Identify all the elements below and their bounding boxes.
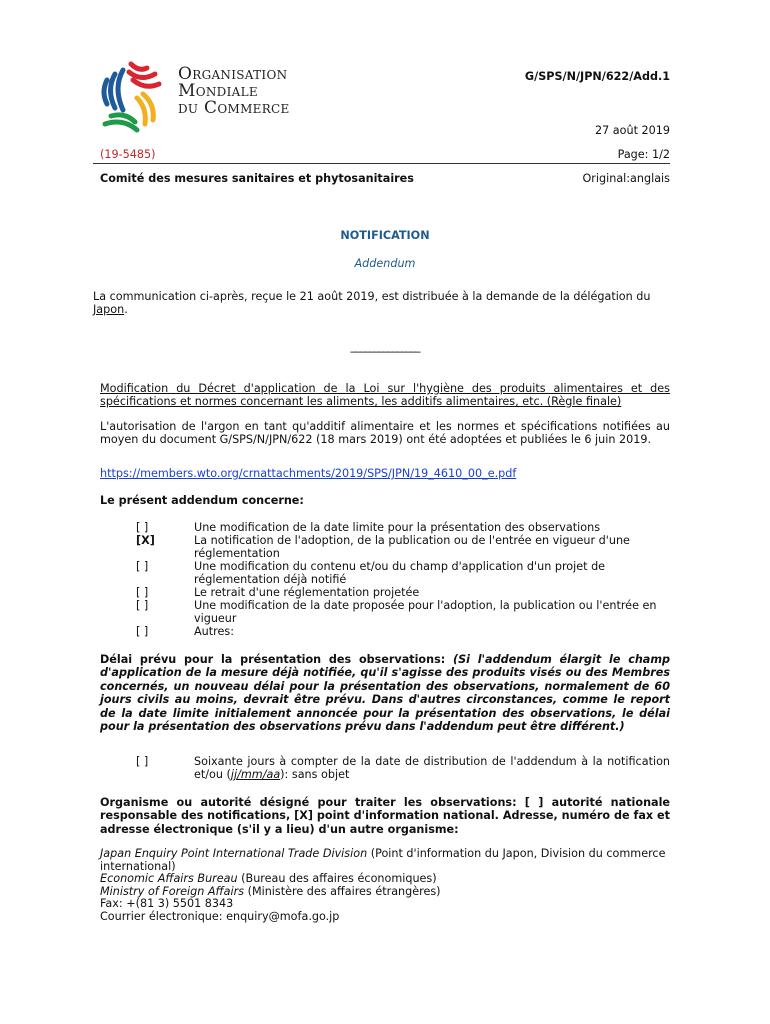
page-number: Page: 1/2 <box>617 148 670 161</box>
committee-name: Comité des mesures sanitaires et phytosanitaires <box>100 172 414 185</box>
sixty-text-a: Soixante jours à compter de la date de distribution de l'addendum à la notification et/ou ( <box>194 755 670 781</box>
contact-email: Courrier électronique: enquiry@mofa.go.jp <box>100 909 340 923</box>
intro-paragraph <box>93 290 678 316</box>
header-rule <box>93 163 670 164</box>
option-checkbox: [ ] <box>136 560 149 573</box>
option-checkbox: [X] <box>136 534 155 547</box>
contact-ministry-translation: (Ministère des affaires étrangères) <box>244 884 441 898</box>
delay-note: (Si l'addendum élargit le champ d'application de la mesure déjà notifiée, qu'il s'agisse des produits visés ou des Membres concernés, un nouveau délai pour la présentation des observations, normalement de 60 jours civils au moins, devrait être prévu. Dans d'autres circonstances, comme le report de la date limite initialement annoncée pour la présentation des observations, le délai pour la présentation des observations prévu dans l'addendum peut être différent.) <box>100 653 671 734</box>
intro-suffix: . <box>124 303 128 316</box>
option-checkbox: [ ] <box>136 625 149 638</box>
document-date: 27 août 2019 <box>595 124 670 137</box>
options-list <box>100 521 670 641</box>
option-text: Une modification du contenu et/ou du champ d'application d'un projet de réglementation déjà notifié <box>194 560 606 586</box>
intro-text: La communication ci-après, reçue le 21 août 2019, est distribuée à la demande de la délégation du <box>93 290 651 303</box>
option-text <box>194 755 670 781</box>
document-symbol: G/SPS/N/JPN/622/Add.1 <box>524 70 670 83</box>
addendum-subheading: Addendum <box>354 257 416 270</box>
org-line-1: Organisation <box>178 64 288 84</box>
option-checkbox: [ ] <box>136 521 149 534</box>
organisation-name <box>178 66 290 117</box>
contact-block <box>100 848 670 924</box>
option-text: Une modification de la date limite pour la présentation des observations <box>194 521 601 534</box>
measure-title: Modification du Décret d'application de la Loi sur l'hygiène des produits alimentaires et des spécifications et normes concernant les aliments, les additifs alimentaires, etc. (Règle finale) <box>100 382 670 408</box>
original-language: Original:anglais <box>582 172 670 185</box>
contact-org-line <box>100 848 670 873</box>
option-text: La notification de l'adoption, de la publication ou de l'entrée en vigueur d'une réglementation <box>194 534 630 560</box>
document-reference: (19-5485) <box>100 148 156 161</box>
sixty-days-option <box>100 755 670 785</box>
concern-heading: Le présent addendum concerne: <box>100 494 304 507</box>
option-text: Une modification de la date proposée pour l'adoption, la publication ou l'entrée en vigueur <box>194 599 657 625</box>
measure-description: L'autorisation de l'argon en tant qu'additif alimentaire et les normes et spécifications notifiées au moyen du document G/SPS/N/JPN/622 (18 mars 2019) ont été adoptées et publiées le 6 juin 2019. <box>100 420 670 446</box>
option-checkbox: [ ] <box>136 755 149 768</box>
org-line-3: du Commerce <box>178 98 290 118</box>
notification-heading: NOTIFICATION <box>340 229 430 242</box>
contact-fax: Fax: +(81 3) 5501 8343 <box>100 897 234 911</box>
sixty-text-b: ): sans objet <box>280 768 350 781</box>
contact-org-name: Japan Enquiry Point International Trade Division <box>100 847 368 860</box>
option-checkbox: [ ] <box>136 586 149 599</box>
separator-line: _______________ <box>350 340 420 353</box>
date-format: jj/mm/aa <box>230 768 281 781</box>
intro-country: Japon <box>93 303 125 316</box>
wto-logo-icon <box>93 60 168 135</box>
org-line-2: Mondiale <box>178 81 258 101</box>
contact-bureau-name: Economic Affairs Bureau <box>100 872 238 886</box>
option-text: Le retrait d'une réglementation projetée <box>194 586 420 599</box>
contact-ministry-name: Ministry of Foreign Affairs <box>100 884 245 898</box>
contact-org-translation: (Point d'information du Japon, Division du commerce international) <box>100 847 666 873</box>
comment-period-paragraph <box>100 653 670 733</box>
delay-heading: Délai prévu pour la présentation des observations: <box>100 653 446 666</box>
responsible-body-heading: Organisme ou autorité désigné pour traiter les observations: [ ] autorité nationale responsable des notifications, [X] point d'information national. Adresse, numéro de fax et adresse électronique (s'il y a lieu) d'un autre organisme: <box>100 796 670 836</box>
attachment-link[interactable]: https://members.wto.org/crnattachments/2019/SPS/JPN/19_4610_00_e.pdf <box>100 467 517 480</box>
contact-bureau-translation: (Bureau des affaires économiques) <box>237 872 437 886</box>
option-checkbox: [ ] <box>136 599 149 612</box>
option-text: Autres: <box>194 625 234 638</box>
